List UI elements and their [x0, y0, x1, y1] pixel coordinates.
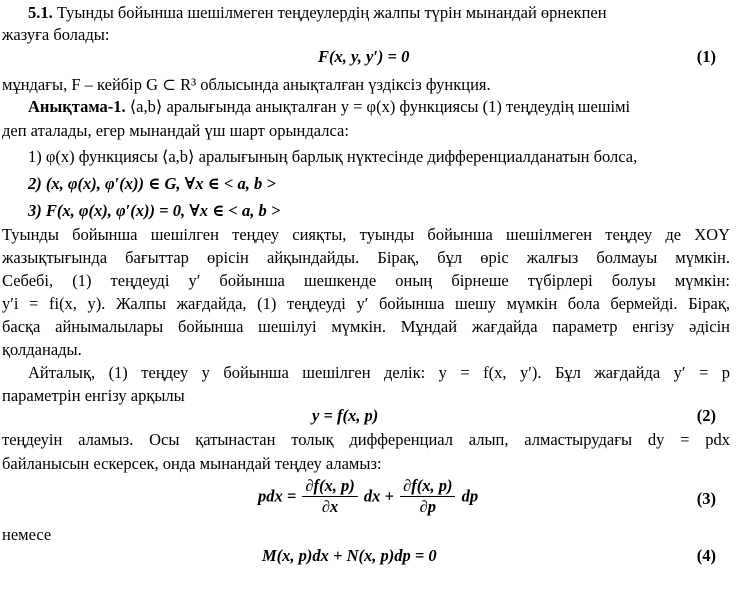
function-description: мұндағы, F – кейбір G ⊂ R³ облысында анықталған үздіксіз функция.	[2, 75, 491, 94]
paragraph-4-line-1: Айталық, (1) теңдеу y бойынша шешілген делік: y = f(x, y′). Бұл жағдайда y′ = p	[28, 363, 730, 382]
paragraph-3-line-5: басқа айнымалылары бойынша шешілуі мүмкін. Мұндай жағдайда параметр енгізу әдісін	[2, 317, 730, 336]
equation-3-row	[0, 476, 744, 520]
equation-4: M(x, p)dx + N(x, p)dp = 0	[262, 546, 437, 565]
equation-1: F(x, y, y′) = 0	[318, 47, 410, 66]
condition-3: 3) F(x, φ(x), φ′(x)) = 0, ∀x ∈ < a, b >	[28, 201, 281, 220]
intro-line-1: 5.1. Туынды бойынша шешілмеген теңдеулердің жалпы түрін мынандай өрнекпен	[28, 3, 607, 22]
equation-3-fraction-2: $\frac{\partial f(x, p)}{\partial p}$	[400, 476, 455, 517]
paragraph-3-line-1: Туынды бойынша шешілген теңдеу сияқты, туынды бойынша шешілмеген теңдеу де XOY	[2, 225, 730, 244]
equation-4-number: (4)	[696, 546, 716, 565]
equation-2-number: (2)	[696, 406, 716, 425]
paragraph-3-line-6: қолданады.	[2, 340, 82, 359]
paragraph-5-line-1: теңдеуін аламыз. Осы қатынастан толық дифференциал алып, алмастырудағы dy = pdx	[2, 430, 730, 449]
equation-1-number: (1)	[696, 47, 716, 66]
paragraph-3-line-2: жазықтығында бағыттар өрісін айқындайды. Бірақ, бұл өріс жалғыз болмауы мүмкін.	[2, 248, 730, 267]
paragraph-4-line-2: параметрін енгізу арқылы	[2, 386, 185, 405]
paragraph-6: немесе	[2, 525, 52, 544]
condition-2: 2) (x, φ(x), φ′(x)) ∈ G, ∀x ∈ < a, b >	[28, 174, 276, 193]
intro-line-2: жазуға болады:	[2, 25, 110, 44]
equation-3: pdx = $\frac{\partial f(x, p)}{\partial x}$ dx + $\frac{\partial f(x, p)}{\partial p}$ dp	[258, 476, 479, 516]
paragraph-3-line-3: Себебі, (1) теңдеуді y′ бойынша шешкенде оның бірнеше түбірлері болуы мүмкін:	[2, 271, 730, 290]
paragraph-5-line-2: байланысын ескерсек, онда мынандай теңдеу аламыз:	[2, 454, 382, 473]
definition-line-2: деп аталады, егер мынандай үш шарт орындалса:	[2, 121, 349, 140]
equation-2: y = f(x, p)	[312, 406, 379, 425]
condition-1: 1) φ(x) функциясы ⟨a,b⟩ аралығының барлық нүктесінде дифференциалданатын болса,	[28, 147, 638, 166]
equation-3-number: (3)	[696, 489, 716, 508]
equation-3-fraction-1: $\frac{\partial f(x, p)}{\partial x}$	[302, 476, 357, 517]
paragraph-3-line-4: y′i = fi(x, y). Жалпы жағдайда, (1) теңдеуді y′ бойынша шешу мүмкін бола бермейді. Бірақ,	[2, 294, 730, 313]
definition-line-1: Анықтама-1. ⟨a,b⟩ аралығында анықталған y = φ(x) функциясы (1) теңдеудің шешімі	[28, 97, 631, 116]
